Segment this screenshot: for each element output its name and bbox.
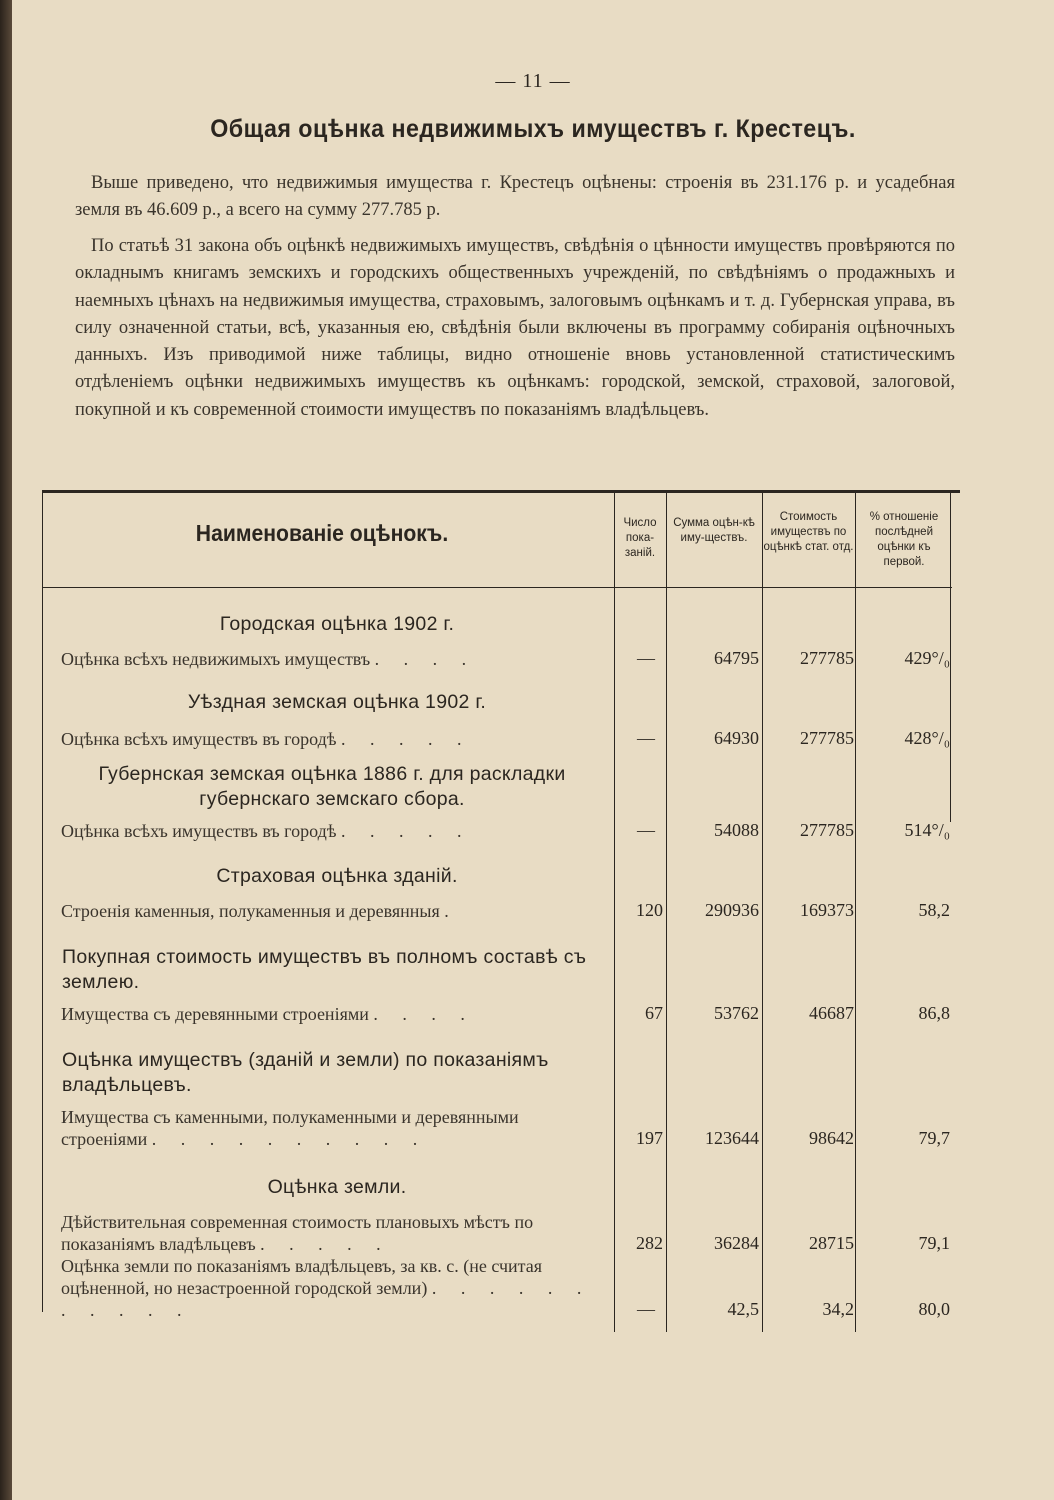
section-title-owners: Оцѣнка имуществъ (зданій и земли) по показаніямъ владѣльцевъ. <box>62 1049 549 1096</box>
sum-column-header: Сумма оцѣн-кѣ иму-ществъ. <box>673 517 755 544</box>
cost-cell: 277785 <box>800 728 854 748</box>
section-title-purchase: Покупная стоимость имуществъ въ полномъ составѣ съ землею. <box>62 946 587 993</box>
section-title-city-1902: Городская оцѣнка 1902 г. <box>219 613 455 635</box>
table-row-label: Имущества съ деревянными строеніями . . . . <box>61 1004 475 1024</box>
page-title: Общая оцѣнка недвижимыхъ имуществъ г. Крестецъ. <box>210 115 856 143</box>
count-cell: 120 <box>636 900 663 920</box>
count-cell: — <box>637 648 655 668</box>
sum-cell: 36284 <box>714 1233 759 1253</box>
section-title-district-1902: Уѣздная земская оцѣнка 1902 г. <box>187 691 487 713</box>
law-paragraph <box>75 233 955 424</box>
count-cell: — <box>637 728 655 748</box>
table-row-label: Строенія каменныя, полукаменныя и деревянныя . <box>61 901 459 921</box>
sum-cell: 64930 <box>714 728 759 748</box>
intro-paragraph-text: Выше приведено, что недвижимыя имущества г. Крестецъ оцѣнены: строенія въ 231.176 р. и усадебная земля въ 46.609 р., а всего на сумму 277.785 р. <box>75 173 955 221</box>
ratio-cell: 514°/₀ <box>904 820 950 840</box>
cost-cell: 98642 <box>809 1128 854 1148</box>
sum-cell: 54088 <box>714 820 759 840</box>
ratio-cell: 58,2 <box>918 900 950 920</box>
cost-cell: 169373 <box>800 900 854 920</box>
section-title-province-1886: Губернская земская оцѣнка 1886 г. для раскладки губернскаго земскаго сбора. <box>98 763 566 810</box>
ratio-column-header: % отношеніе послѣдней оцѣнки къ первой. <box>869 511 939 568</box>
ratio-cell: 429°/₀ <box>904 648 950 668</box>
section-title-land: Оцѣнка земли. <box>267 1176 407 1198</box>
table-row-label: Оцѣнка всѣхъ имуществъ въ городѣ . . . . . <box>61 729 472 749</box>
ratio-cell: 80,0 <box>918 1299 950 1319</box>
ratio-cell: 79,7 <box>918 1128 950 1148</box>
document-page <box>12 0 1054 1500</box>
table-row-label: Оцѣнка земли по показаніямъ владѣльцевъ, за кв. с. (не считая оцѣненной, но незастроенной городской земли) . . . . . . . . . . . <box>61 1256 592 1320</box>
cost-cell: 46687 <box>809 1003 854 1023</box>
intro-paragraph <box>75 170 955 225</box>
table-top-rule <box>42 490 960 493</box>
book-spine <box>0 0 12 1500</box>
sum-cell: 123644 <box>705 1128 759 1148</box>
table-row-label: Оцѣнка всѣхъ недвижимыхъ имуществъ . . . . <box>61 649 477 669</box>
ratio-cell: 79,1 <box>918 1233 950 1253</box>
table-row-label: Дѣйствительная современная стоимость плановыхъ мѣстъ по показаніямъ владѣльцевъ . . . . . <box>61 1212 534 1254</box>
cost-column-header: Стоимость имуществъ по оцѣнкѣ стат. отд. <box>763 511 854 553</box>
sum-cell: 290936 <box>705 900 759 920</box>
count-cell: 197 <box>636 1128 663 1148</box>
sum-cell: 42,5 <box>727 1299 759 1319</box>
count-cell: 282 <box>636 1233 663 1253</box>
sum-cell: 64795 <box>714 648 759 668</box>
name-column-header: Наименованіе оцѣнокъ. <box>195 520 449 546</box>
page-number: — 11 — <box>495 70 571 92</box>
law-paragraph-text: По статьѣ 31 закона объ оцѣнкѣ недвижимыхъ имуществъ, свѣдѣнія о цѣнности имуществъ провѣряются по окладнымъ книгамъ земскихъ и городскихъ общественныхъ учрежденій, по свѣдѣніямъ о продажныхъ и наемныхъ цѣнахъ на недвижимыя имущества, страховымъ, залоговымъ оцѣнкамъ и т. д. Губернская управа, въ силу означенной статьи, всѣ, указанныя ею, свѣдѣнія были включены въ программу собиранія оцѣночныхъ данныхъ. Изъ приводимой ниже таблицы, видно отношеніе вновь установленной статистическимъ отдѣленіемъ оцѣнки недвижимыхъ имуществъ къ оцѣнкамъ: городской, земской, страховой, залоговой, покупной и къ современной стоимости имуществъ по показаніямъ владѣльцевъ. <box>75 236 955 420</box>
ratio-cell: 428°/₀ <box>904 728 950 748</box>
cost-cell: 34,2 <box>822 1299 854 1319</box>
count-cell: 67 <box>645 1003 663 1023</box>
cost-cell: 28715 <box>809 1233 854 1253</box>
count-cell: — <box>637 1299 655 1319</box>
cost-cell: 277785 <box>800 648 854 668</box>
table-row-label: Имущества съ каменными, полукаменными и деревянными строеніями . . . . . . . . . . <box>61 1107 519 1149</box>
table-row-label: Оцѣнка всѣхъ имуществъ въ городѣ . . . . . <box>61 821 472 841</box>
sum-cell: 53762 <box>714 1003 759 1023</box>
count-column-header: Число пока-заній. <box>623 517 657 559</box>
cost-cell: 277785 <box>800 820 854 840</box>
section-title-insurance: Страховая оцѣнка зданій. <box>216 865 458 887</box>
header-bottom-rule <box>42 587 952 588</box>
count-cell: — <box>637 820 655 840</box>
ratio-cell: 86,8 <box>918 1003 950 1023</box>
